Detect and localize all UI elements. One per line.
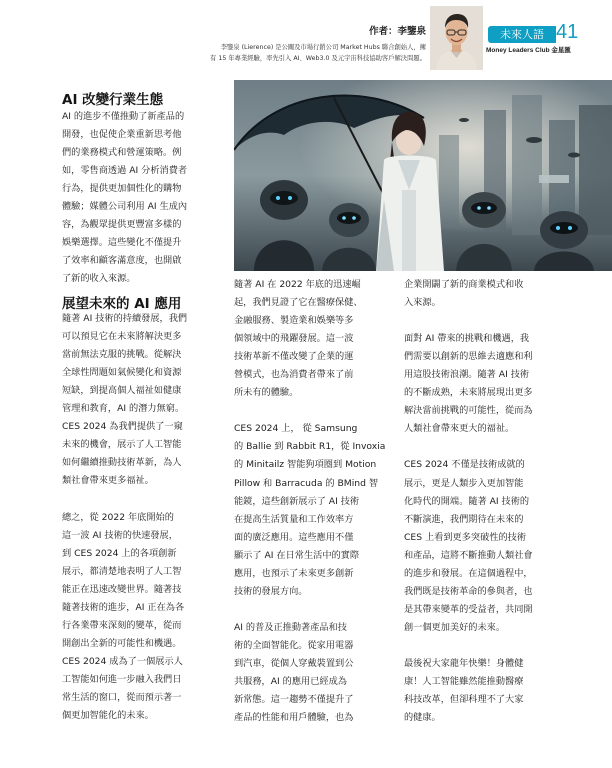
text-line: 的 Minitailz 智能狗項圈到 Motion <box>234 459 377 471</box>
text-line: 最後祝大家龍年快樂！身體健 <box>404 657 524 669</box>
text-line: CES 上看到更多突破性的技術 <box>404 531 527 543</box>
text-line: 體驗；媒體公司利用 AI 生成內 <box>62 201 188 213</box>
text-line: 是其帶來變革的受益者，共同開 <box>404 603 533 615</box>
text-line: 在提高生活質量和工作效率方 <box>234 513 354 525</box>
section-title-ai-industry: AI 改變行業生態 <box>62 92 164 108</box>
text-line: 和產品，這將不斷推動人類社會 <box>404 549 533 561</box>
text-line: 管理和教育，AI 的潛力無窮。 <box>62 403 185 415</box>
page-number: 41 <box>556 21 579 43</box>
paragraph-gap <box>62 490 216 508</box>
text-line: 能正在迅速改變世界。隨著技 <box>62 583 182 595</box>
text-line: 金融服務、製造業和娛樂等多 <box>234 315 354 327</box>
text-line: 產品的性能和用戶體驗，也為 <box>234 712 354 724</box>
text-line: 新常態。這一趨勢不僅提升了 <box>234 694 354 706</box>
text-line: CES 2024 上， 從 Samsung <box>234 423 358 435</box>
text-line: 營模式，也為消費者帶來了前 <box>234 369 354 381</box>
col1-section2-body <box>62 310 216 725</box>
text-line: 了新的收入來源。 <box>62 273 136 285</box>
text-line: 化時代的開端。隨著 AI 技術的 <box>404 495 530 507</box>
text-line: 技術革新不僅改變了企業的運 <box>234 351 354 363</box>
text-line: 用這股技術浪潮。隨著 AI 技術 <box>404 369 530 381</box>
text-line: 展示，更是人類步入更加智能 <box>404 477 524 489</box>
text-line: 個更加智能化的未來。 <box>62 710 154 722</box>
text-line: 面對 AI 帶來的挑戰和機遇，我 <box>404 333 530 345</box>
text-line: 這一波 AI 技術的快速發展， <box>62 529 178 541</box>
text-line: Pillow 和 Barracuda 的 BMind 智 <box>234 477 379 489</box>
text-line: 開發，也促使企業重新思考他 <box>62 129 182 141</box>
text-line: AI 的進步不僅推動了新產品的 <box>62 111 185 122</box>
text-line: AI 的普及正推動著產品和技 <box>234 621 347 633</box>
author-bio <box>160 42 426 64</box>
text-line: 短缺，到提高個人福祉如健康 <box>62 385 182 397</box>
text-line: 娛樂選擇。這些變化不僅提升 <box>62 237 182 249</box>
text-line: 個領域中的飛躍發展。這一波 <box>234 333 354 345</box>
text-line: 科技改革，但卻科理不了大家 <box>404 694 524 706</box>
text-line: 人類社會帶來更大的福祉。 <box>404 423 515 435</box>
text-line: 顯示了 AI 在日常生活中的實際 <box>234 549 360 561</box>
text-line: CES 2024 成為了一個展示人 <box>62 655 183 667</box>
author-bio-line-1: 李鑒泉 (Lierence) 是公關及市場行銷公司 Market Hubs 聯合創始人，擁 <box>220 44 426 51</box>
text-line: 隨著 AI 技術的持續發展，我們 <box>62 313 188 324</box>
author-line: 作者：李鑒泉 <box>368 26 426 37</box>
text-line: CES 2024 為我們提供了一窺 <box>62 421 183 433</box>
text-line: 開創出全新的可能性和機遇。 <box>62 637 182 649</box>
text-line: 所未有的體驗。 <box>234 387 299 399</box>
text-line: 能鏡，這些創新展示了 AI 技術 <box>234 495 360 507</box>
text-line: 類社會帶來更多福祉。 <box>62 475 154 487</box>
text-line: 起，我們見證了它在醫療保健、 <box>234 297 363 309</box>
text-line: 們的業務模式和營運策略。例 <box>62 147 182 159</box>
text-line: CES 2024 不僅是技術成就的 <box>404 459 525 471</box>
text-line: 展示，都清楚地表明了人工智 <box>62 565 182 577</box>
text-line: 的健康。 <box>404 712 441 724</box>
text-line: 總之，從 2022 年底開始的 <box>62 511 174 523</box>
text-line: 可以預見它在未來將解決更多 <box>62 331 182 343</box>
text-line: 的 Ballie 到 Rabbit R1，從 Invoxia <box>234 441 386 453</box>
text-line: 術的全面智能化。從家用電器 <box>234 639 354 651</box>
text-line: 容，為觀眾提供更豐富多樣的 <box>62 219 182 231</box>
text-line: 行各業帶來深刻的變革，從而 <box>62 619 182 631</box>
text-line: 解決當前挑戰的可能性，從而為 <box>404 405 533 417</box>
text-line: 隨著技術的進步，AI 正在為各 <box>62 601 185 613</box>
text-line: 們需要以創新的思維去適應和利 <box>404 351 533 363</box>
club-name: Money Leaders Club 金星匯 <box>486 47 571 54</box>
paragraph-gap <box>404 637 554 655</box>
text-line: 不斷演進，我們期待在未來的 <box>404 513 524 525</box>
text-line: 到 CES 2024 上的各項創新 <box>62 547 177 559</box>
text-line: 企業開闢了新的商業模式和收 <box>404 279 524 290</box>
text-line: 如何繼續推動技術革新，為人 <box>62 457 182 469</box>
text-line: 如，零售商透過 AI 分析消費者 <box>62 165 188 177</box>
text-line: 面的廣泛應用。這些應用不僅 <box>234 531 354 543</box>
paragraph-gap <box>234 601 386 619</box>
text-line: 的進步和發展。在這個過程中， <box>404 567 533 579</box>
col1-section1-body <box>62 108 216 288</box>
text-line: 康！人工智能雖然能推動醫療 <box>404 676 524 688</box>
author-portrait <box>430 6 483 70</box>
paragraph-gap <box>234 402 386 420</box>
text-line: 的不斷成熟，未來將展現出更多 <box>404 387 533 399</box>
text-line: 應用，也預示了未來更多創新 <box>234 567 354 579</box>
text-line: 了效率和顧客滿意度，也開啟 <box>62 255 182 267</box>
section-title-future-ai: 展望未來的 AI 應用 <box>62 296 182 312</box>
author-bio-line-2: 有 15 年專業經驗，率先引入 AI、Web3.0 及元宇宙科技協助客戶解決問題。 <box>210 55 426 62</box>
text-line: 我們既是技術革命的參與者，也 <box>404 585 533 597</box>
paragraph-gap <box>404 312 554 330</box>
section-label: 未來人語 <box>488 26 556 43</box>
text-line: 未來的機會，展示了人工智能 <box>62 439 182 451</box>
text-line: 行為，提供更加個性化的購物 <box>62 183 182 195</box>
text-line: 技術的發展方向。 <box>234 585 308 597</box>
text-line: 入來源。 <box>404 297 441 309</box>
text-line: 創一個更加美好的未來。 <box>404 621 506 633</box>
text-line: 到汽車，從個人穿戴裝置到公 <box>234 657 354 669</box>
text-line: 工智能如何進一步融入我們日 <box>62 673 182 685</box>
text-line: 全球性問題如氣候變化和資源 <box>62 367 182 379</box>
col2-body <box>234 276 386 727</box>
text-line: 共服務，AI 的應用已經成為 <box>234 676 347 688</box>
paragraph-gap <box>404 438 554 456</box>
text-line: 當前無法克服的挑戰。從解決 <box>62 349 182 361</box>
text-line: 隨著 AI 在 2022 年底的迅速崛 <box>234 279 361 290</box>
text-line: 常生活的窗口，從而預示著一 <box>62 691 182 703</box>
col3-body <box>404 276 554 727</box>
hero-illustration <box>234 80 612 271</box>
